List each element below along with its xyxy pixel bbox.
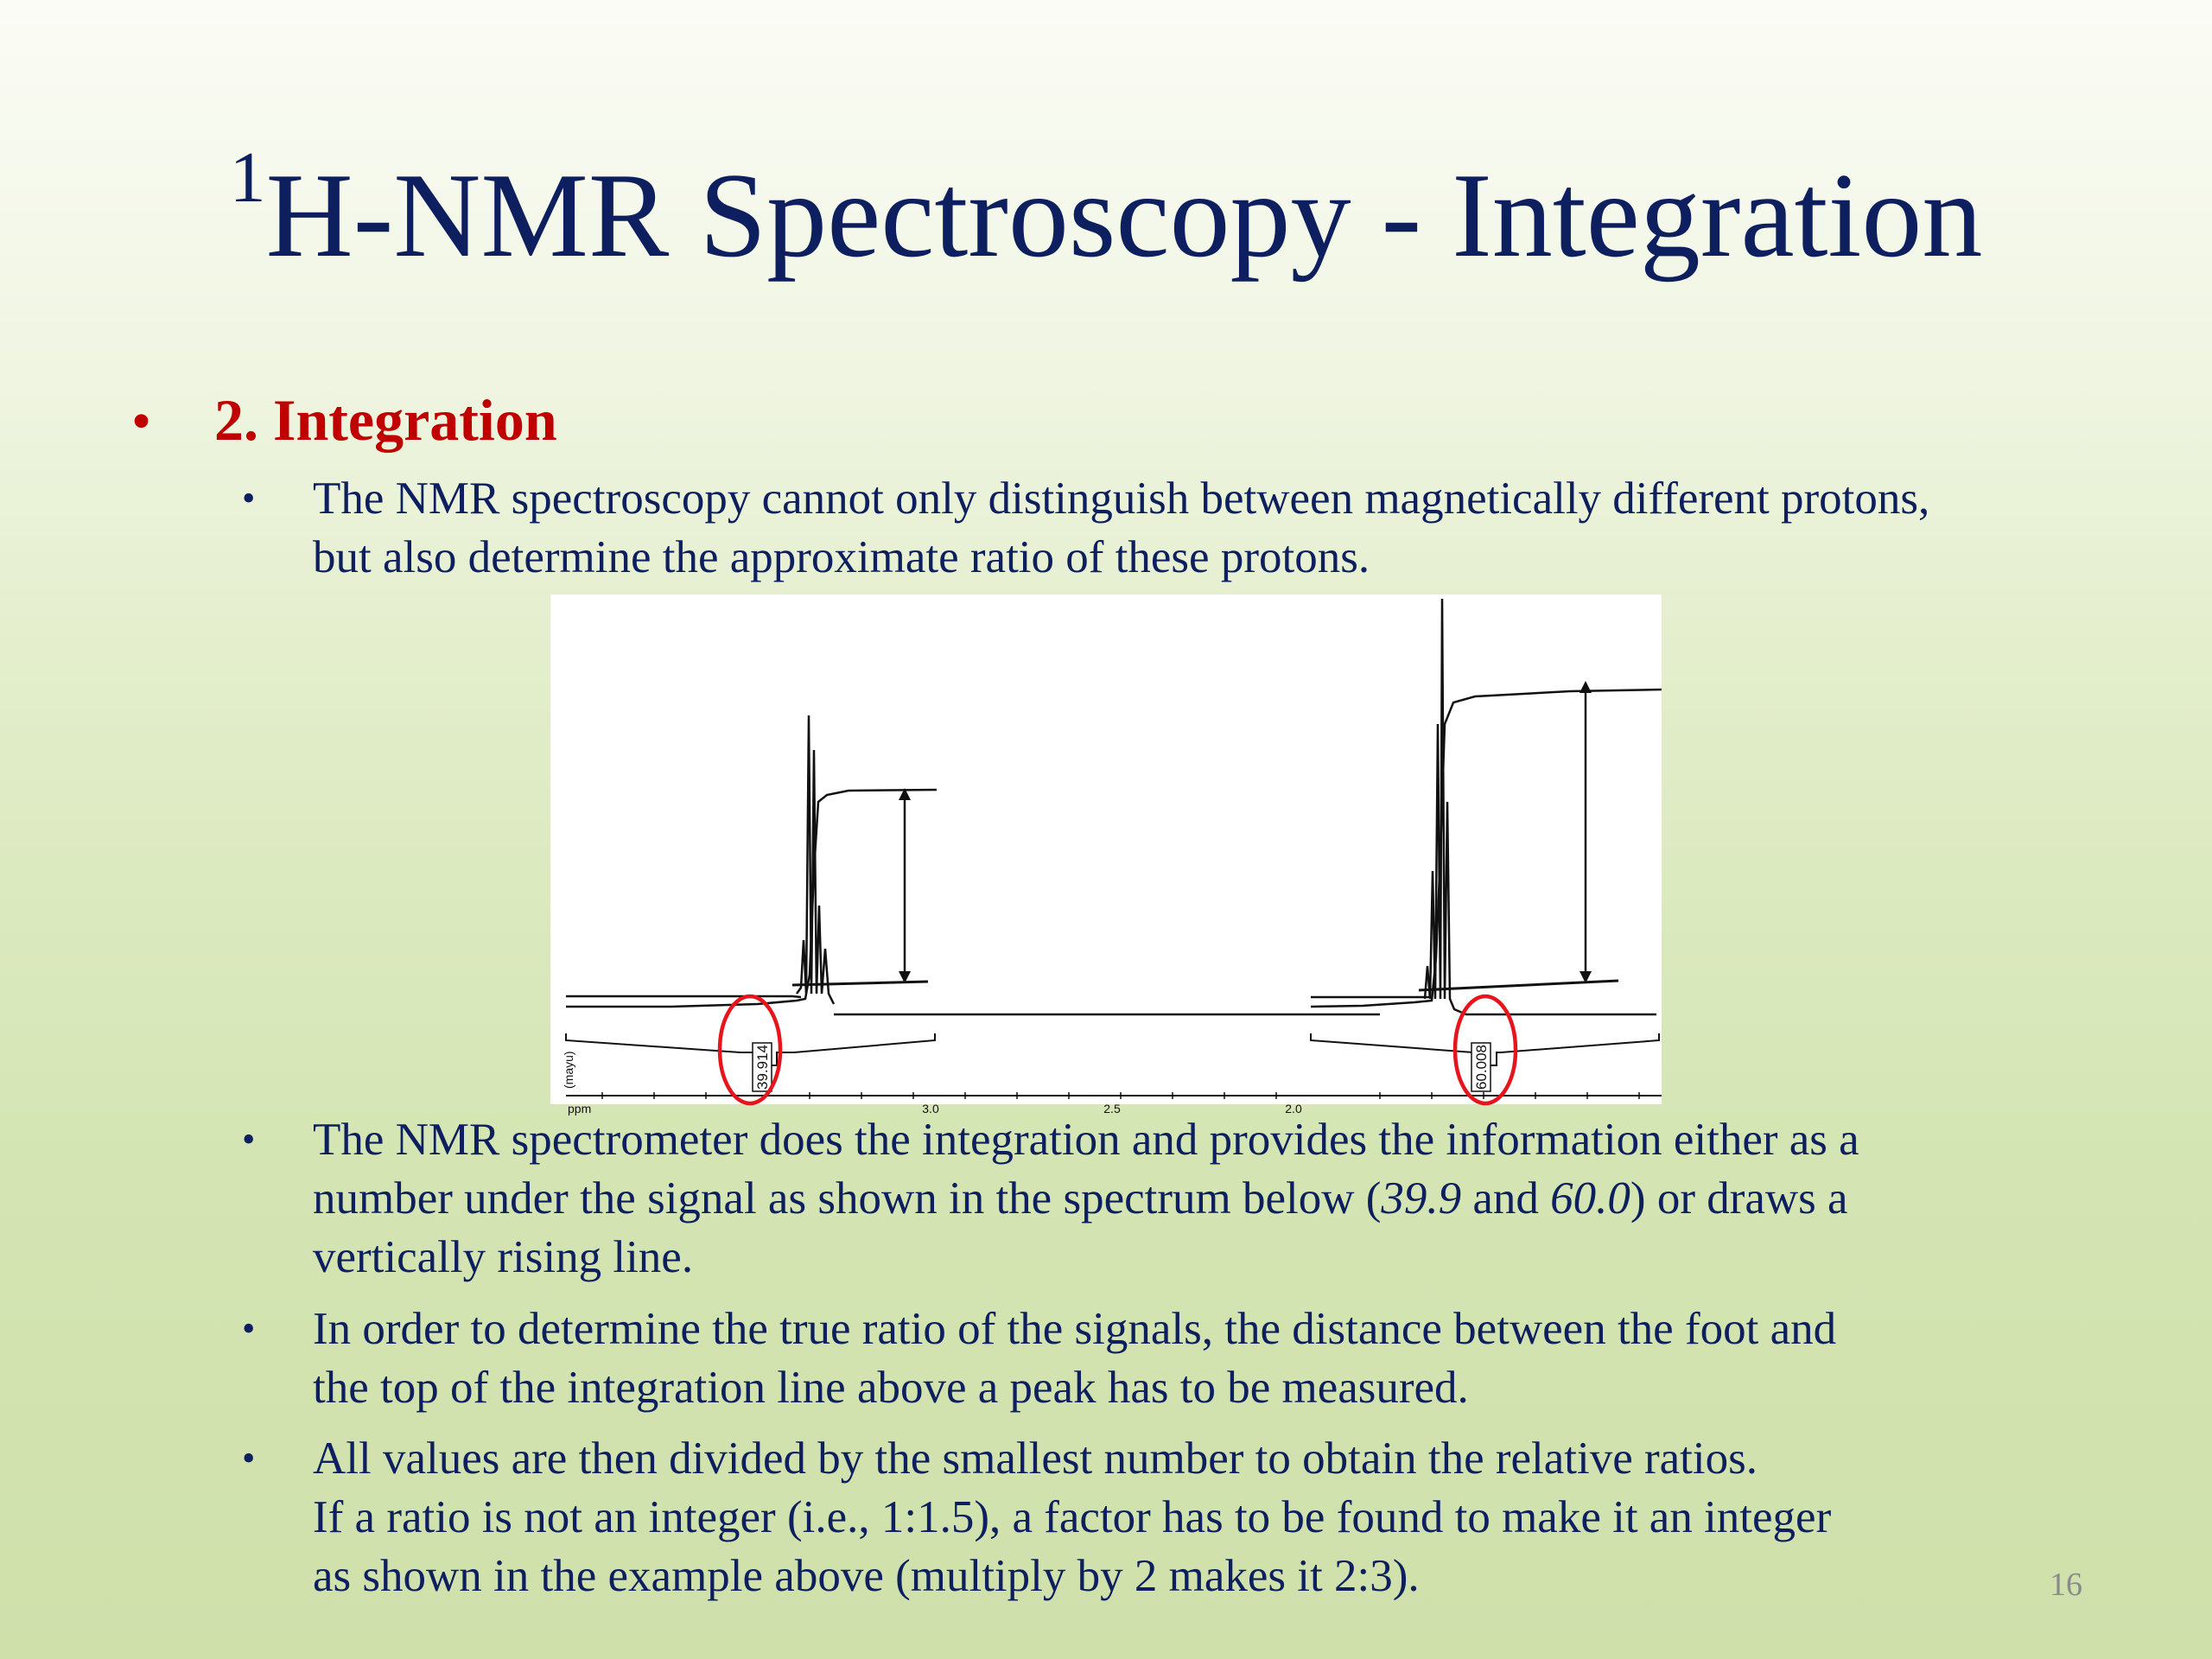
integral-value-right: 60.008 — [1473, 1045, 1490, 1090]
title-superscript: 1 — [229, 137, 266, 218]
nmr-spectrum-figure — [550, 594, 1662, 1116]
axis-tick-label: 2.0 — [1285, 1102, 1302, 1116]
arrowhead-right-top — [1580, 681, 1592, 693]
text-line: vertically rising line. — [313, 1232, 694, 1282]
bullet-marker: • — [242, 1118, 256, 1160]
bullet-marker: • — [242, 477, 256, 519]
integral-value-1: 39.9 — [1381, 1173, 1462, 1224]
bullet-paragraph-2 — [313, 1110, 2084, 1287]
peak-cluster-left — [797, 715, 834, 1004]
side-label: (mayu) — [562, 1051, 575, 1089]
text-line: as shown in the example above (multiply by 2 makes it 2:3). — [313, 1551, 1420, 1601]
text-line: The NMR spectrometer does the integration and provides the information either as a — [313, 1115, 1859, 1165]
bullet-paragraph-3 — [313, 1300, 2084, 1417]
page-number: 16 — [2050, 1567, 2082, 1603]
integration-curve-left — [566, 790, 937, 1007]
bullet-marker: • — [242, 1307, 256, 1350]
integral-value-left: 39.914 — [754, 1045, 771, 1090]
axis-tick-label: 2.5 — [1103, 1102, 1121, 1116]
axis-unit: ppm — [568, 1102, 592, 1116]
baseline-left — [566, 996, 801, 997]
text-line: The NMR spectroscopy cannot only distinguish between magnetically different protons, — [313, 474, 1930, 524]
bullet-paragraph-1 — [313, 469, 2084, 587]
integral-value-2: 60.0 — [1550, 1173, 1630, 1224]
bullet-paragraph-4 — [313, 1429, 2084, 1605]
text-line: If a ratio is not an integer (i.e., 1:1.5), a factor has to be found to make it an integer — [313, 1492, 1832, 1542]
text-line — [313, 1169, 2084, 1228]
text-run: and — [1461, 1173, 1551, 1224]
section-bullet: • — [131, 390, 152, 453]
text-line: the top of the integration line above a peak has to be measured. — [313, 1363, 1469, 1413]
integral-bracket-left — [566, 1033, 935, 1065]
peak-cluster-right — [1425, 599, 1656, 1014]
slide-title — [0, 137, 2212, 285]
text-line: but also determine the approximate ratio of these protons. — [313, 532, 1370, 582]
integration-curve-right — [1311, 690, 1662, 1007]
title-text: H-NMR Spectroscopy - Integration — [265, 149, 1983, 283]
nmr-spectrum-drawing — [550, 594, 1662, 1116]
text-line: All values are then divided by the smallest number to obtain the relative ratios. — [313, 1433, 1758, 1484]
text-run: ) or draws a — [1630, 1173, 1848, 1224]
axis-tick-label: 3.0 — [922, 1102, 939, 1116]
section-heading: 2. Integration — [214, 387, 557, 453]
text-line: In order to determine the true ratio of the signals, the distance between the foot and — [313, 1304, 1837, 1354]
text-run: number under the signal as shown in the spectrum below ( — [313, 1173, 1382, 1224]
integral-foot-left — [792, 982, 928, 985]
bullet-marker: • — [242, 1437, 256, 1479]
